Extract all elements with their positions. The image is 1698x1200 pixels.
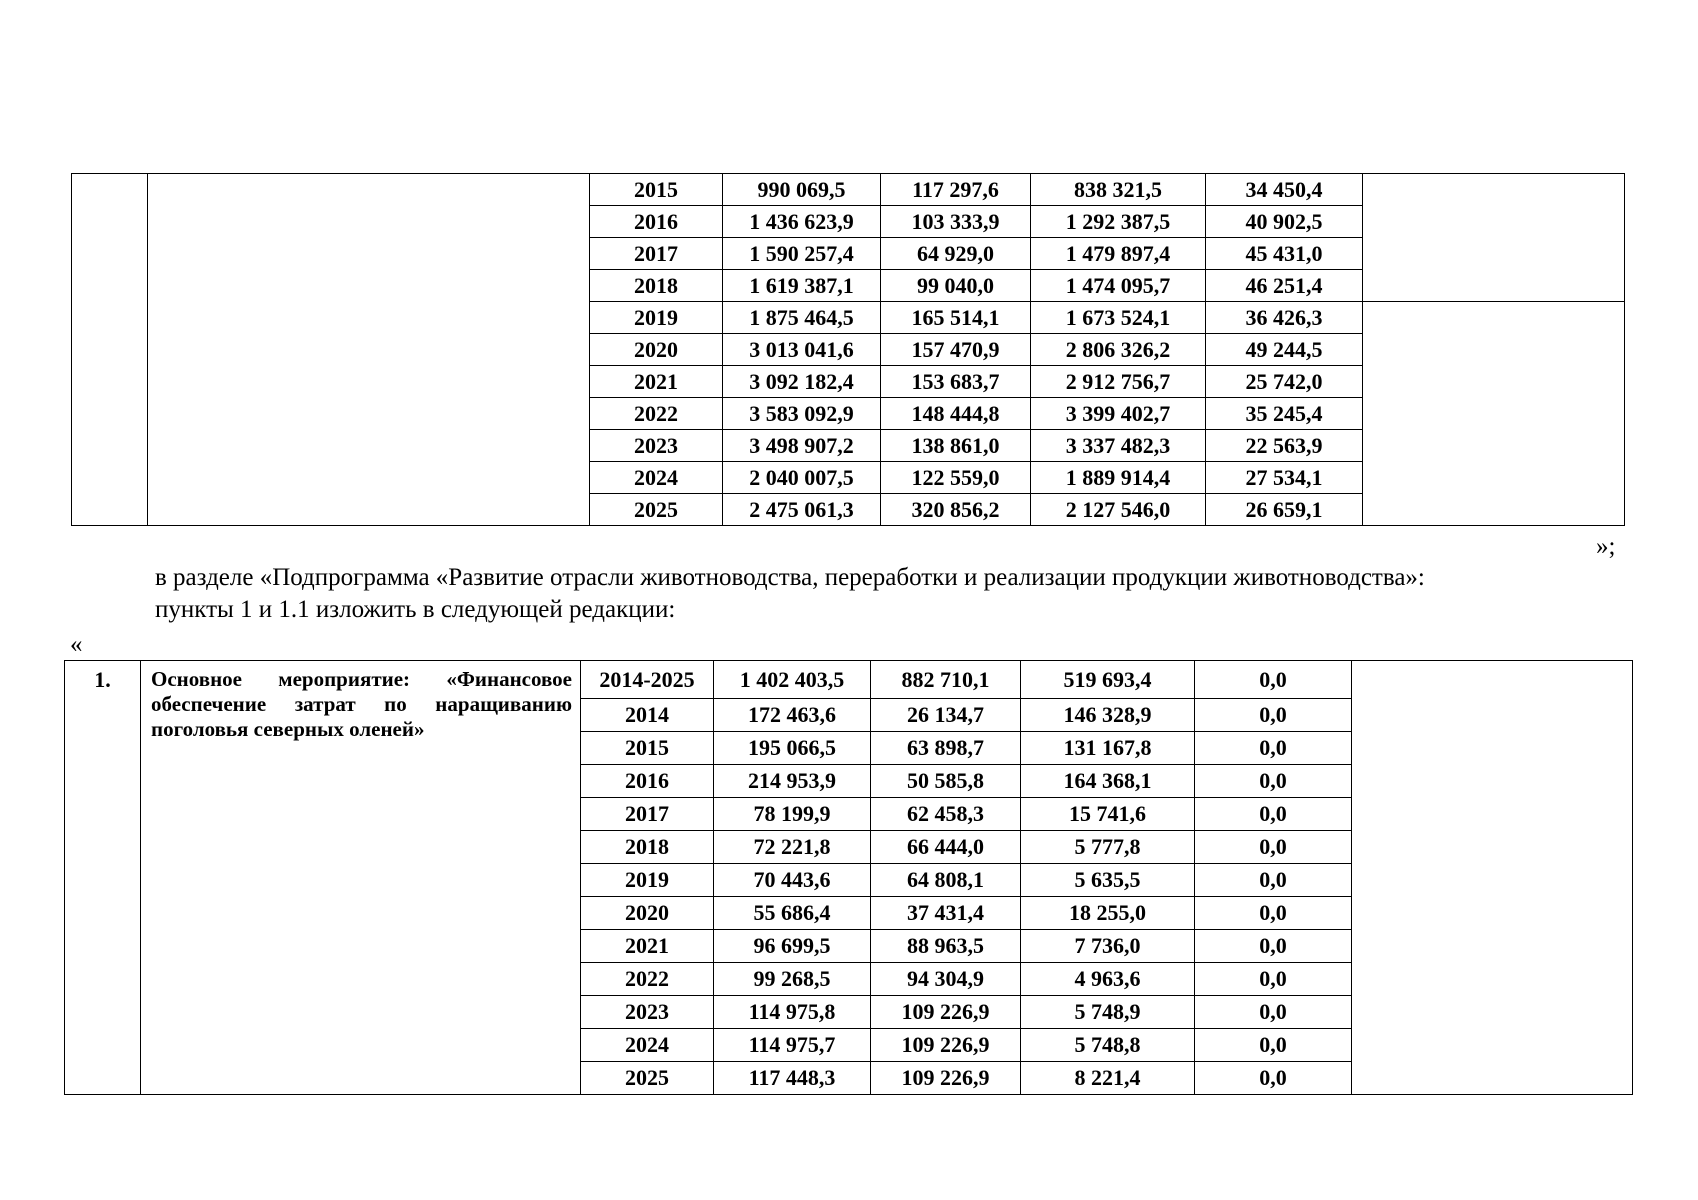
value-cell: 0,0: [1195, 699, 1352, 732]
note-cell: [1363, 302, 1625, 526]
total-cell: 1 402 403,5: [714, 661, 871, 699]
year-cell: 2024: [581, 1029, 714, 1062]
value-cell: 0,0: [1195, 831, 1352, 864]
total-cell: 1 619 387,1: [723, 270, 881, 302]
value-cell: 0,0: [1195, 897, 1352, 930]
total-cell: 117 448,3: [714, 1062, 871, 1095]
value-cell: 838 321,5: [1031, 174, 1206, 206]
year-cell: 2016: [590, 206, 723, 238]
value-cell: 5 748,8: [1021, 1029, 1195, 1062]
value-cell: 320 856,2: [881, 494, 1031, 526]
note-cell: [1363, 174, 1625, 302]
value-cell: 5 748,9: [1021, 996, 1195, 1029]
table-row: [65, 661, 1633, 699]
total-cell: 72 221,8: [714, 831, 871, 864]
value-cell: 157 470,9: [881, 334, 1031, 366]
value-cell: 153 683,7: [881, 366, 1031, 398]
value-cell: 5 635,5: [1021, 864, 1195, 897]
value-cell: 40 902,5: [1206, 206, 1363, 238]
value-cell: 1 479 897,4: [1031, 238, 1206, 270]
total-cell: 3 583 092,9: [723, 398, 881, 430]
year-cell: 2015: [590, 174, 723, 206]
value-cell: 64 808,1: [871, 864, 1021, 897]
year-cell: 2021: [581, 930, 714, 963]
amendment-paragraph-continued: пункты 1 и 1.1 изложить в следующей редакции:: [155, 596, 676, 623]
value-cell: 5 777,8: [1021, 831, 1195, 864]
value-cell: 0,0: [1195, 732, 1352, 765]
value-cell: 122 559,0: [881, 462, 1031, 494]
value-cell: 8 221,4: [1021, 1062, 1195, 1095]
value-cell: 7 736,0: [1021, 930, 1195, 963]
total-cell: 70 443,6: [714, 864, 871, 897]
year-cell: 2025: [581, 1062, 714, 1095]
value-cell: 519 693,4: [1021, 661, 1195, 699]
value-cell: 46 251,4: [1206, 270, 1363, 302]
value-cell: 26 659,1: [1206, 494, 1363, 526]
value-cell: 63 898,7: [871, 732, 1021, 765]
value-cell: 0,0: [1195, 798, 1352, 831]
funding-table-continuation: [71, 173, 1625, 526]
value-cell: 3 399 402,7: [1031, 398, 1206, 430]
value-cell: 0,0: [1195, 963, 1352, 996]
total-cell: 55 686,4: [714, 897, 871, 930]
value-cell: 2 127 546,0: [1031, 494, 1206, 526]
value-cell: 37 431,4: [871, 897, 1021, 930]
year-cell: 2019: [590, 302, 723, 334]
year-cell: 2017: [590, 238, 723, 270]
total-cell: 96 699,5: [714, 930, 871, 963]
value-cell: 0,0: [1195, 930, 1352, 963]
value-cell: 131 167,8: [1021, 732, 1195, 765]
note-cell: [1352, 661, 1633, 1095]
year-cell: 2014-2025: [581, 661, 714, 699]
amendment-paragraph: в разделе «Подпрограмма «Развитие отрасли животноводства, переработки и реализации продукции животноводства»:: [155, 564, 1425, 591]
value-cell: 148 444,8: [881, 398, 1031, 430]
value-cell: 88 963,5: [871, 930, 1021, 963]
value-cell: 146 328,9: [1021, 699, 1195, 732]
year-cell: 2023: [590, 430, 723, 462]
value-cell: 15 741,6: [1021, 798, 1195, 831]
total-cell: 2 475 061,3: [723, 494, 881, 526]
total-cell: 99 268,5: [714, 963, 871, 996]
value-cell: 62 458,3: [871, 798, 1021, 831]
number-cell: [72, 174, 148, 526]
value-cell: 138 861,0: [881, 430, 1031, 462]
total-cell: 2 040 007,5: [723, 462, 881, 494]
value-cell: 34 450,4: [1206, 174, 1363, 206]
value-cell: 0,0: [1195, 1062, 1352, 1095]
value-cell: 2 806 326,2: [1031, 334, 1206, 366]
item-name-cell: Основное мероприятие: «Финансовое обеспечение затрат по наращиванию поголовья северных оленей»: [141, 661, 581, 1095]
year-cell: 2015: [581, 732, 714, 765]
value-cell: 103 333,9: [881, 206, 1031, 238]
value-cell: 117 297,6: [881, 174, 1031, 206]
total-cell: 114 975,7: [714, 1029, 871, 1062]
value-cell: 1 474 095,7: [1031, 270, 1206, 302]
value-cell: 0,0: [1195, 765, 1352, 798]
year-cell: 2018: [590, 270, 723, 302]
value-cell: 109 226,9: [871, 1029, 1021, 1062]
year-cell: 2024: [590, 462, 723, 494]
item-number-cell: 1.: [65, 661, 141, 1095]
value-cell: 22 563,9: [1206, 430, 1363, 462]
year-cell: 2019: [581, 864, 714, 897]
value-cell: 49 244,5: [1206, 334, 1363, 366]
total-cell: 114 975,8: [714, 996, 871, 1029]
year-cell: 2022: [581, 963, 714, 996]
year-cell: 2023: [581, 996, 714, 1029]
year-cell: 2016: [581, 765, 714, 798]
value-cell: 0,0: [1195, 661, 1352, 699]
year-cell: 2020: [581, 897, 714, 930]
value-cell: 109 226,9: [871, 1062, 1021, 1095]
value-cell: 1 673 524,1: [1031, 302, 1206, 334]
year-cell: 2018: [581, 831, 714, 864]
year-cell: 2020: [590, 334, 723, 366]
value-cell: 0,0: [1195, 864, 1352, 897]
value-cell: 2 912 756,7: [1031, 366, 1206, 398]
funding-table-item-1: [64, 660, 1633, 1095]
value-cell: 1 292 387,5: [1031, 206, 1206, 238]
value-cell: 35 245,4: [1206, 398, 1363, 430]
table-row: [72, 174, 1625, 206]
value-cell: 4 963,6: [1021, 963, 1195, 996]
value-cell: 26 134,7: [871, 699, 1021, 732]
total-cell: 3 498 907,2: [723, 430, 881, 462]
year-cell: 2021: [590, 366, 723, 398]
total-cell: 1 436 623,9: [723, 206, 881, 238]
value-cell: 25 742,0: [1206, 366, 1363, 398]
value-cell: 0,0: [1195, 996, 1352, 1029]
total-cell: 78 199,9: [714, 798, 871, 831]
value-cell: 50 585,8: [871, 765, 1021, 798]
value-cell: 27 534,1: [1206, 462, 1363, 494]
value-cell: 36 426,3: [1206, 302, 1363, 334]
year-cell: 2014: [581, 699, 714, 732]
value-cell: 64 929,0: [881, 238, 1031, 270]
value-cell: 1 889 914,4: [1031, 462, 1206, 494]
total-cell: 214 953,9: [714, 765, 871, 798]
name-cell: [148, 174, 590, 526]
value-cell: 164 368,1: [1021, 765, 1195, 798]
value-cell: 94 304,9: [871, 963, 1021, 996]
value-cell: 66 444,0: [871, 831, 1021, 864]
year-cell: 2025: [590, 494, 723, 526]
value-cell: 45 431,0: [1206, 238, 1363, 270]
total-cell: 3 092 182,4: [723, 366, 881, 398]
total-cell: 172 463,6: [714, 699, 871, 732]
total-cell: 195 066,5: [714, 732, 871, 765]
total-cell: 3 013 041,6: [723, 334, 881, 366]
value-cell: 882 710,1: [871, 661, 1021, 699]
value-cell: 99 040,0: [881, 270, 1031, 302]
value-cell: 0,0: [1195, 1029, 1352, 1062]
year-cell: 2022: [590, 398, 723, 430]
value-cell: 165 514,1: [881, 302, 1031, 334]
total-cell: 1 590 257,4: [723, 238, 881, 270]
value-cell: 109 226,9: [871, 996, 1021, 1029]
year-cell: 2017: [581, 798, 714, 831]
value-cell: 3 337 482,3: [1031, 430, 1206, 462]
closing-quote: »;: [1596, 533, 1616, 560]
total-cell: 990 069,5: [723, 174, 881, 206]
value-cell: 18 255,0: [1021, 897, 1195, 930]
total-cell: 1 875 464,5: [723, 302, 881, 334]
opening-quote: «: [70, 631, 83, 658]
